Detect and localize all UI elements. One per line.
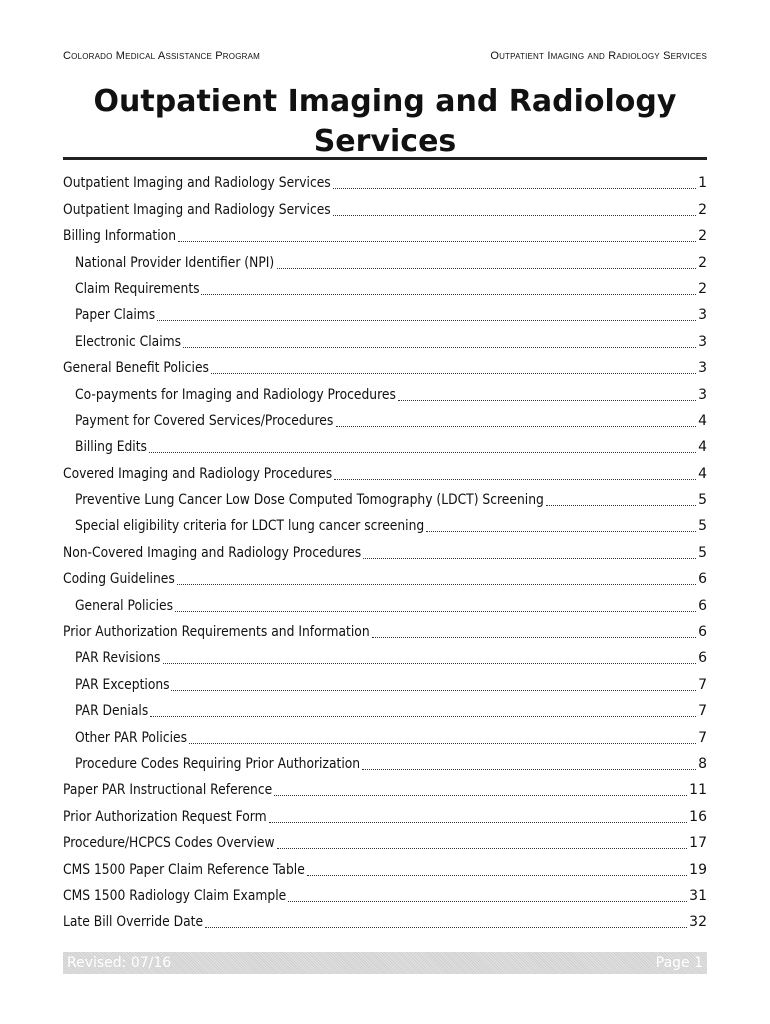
toc-entry[interactable] [63, 722, 707, 748]
toc-entry[interactable] [63, 300, 707, 326]
toc-entry-title: CMS 1500 Paper Claim Reference Table [63, 861, 305, 878]
toc-entry[interactable] [63, 168, 707, 194]
toc-dot-leader [183, 347, 696, 348]
toc-entry-title: PAR Exceptions [75, 676, 170, 693]
toc-entry-title: Billing Information [63, 228, 177, 245]
toc-entry-title: Co-payments for Imaging and Radiology Procedures [75, 386, 396, 403]
toc-dot-leader [333, 215, 696, 216]
toc-entry-page: 4 [698, 465, 707, 482]
toc-entry-page: 3 [698, 360, 707, 377]
page-title [63, 82, 707, 162]
toc-entry[interactable] [63, 643, 707, 669]
toc-entry-title: PAR Denials [75, 703, 149, 720]
footer-page-number: Page 1 [655, 955, 703, 971]
toc-entry-title: Claim Requirements [75, 280, 200, 297]
toc-dot-leader [178, 241, 696, 242]
toc-entry-page: 5 [698, 492, 707, 509]
toc-entry[interactable] [63, 274, 707, 300]
toc-entry-page: 2 [698, 254, 707, 271]
header-section-name: Outpatient Imaging and Radiology Services [490, 50, 707, 62]
toc-entry-page: 2 [698, 228, 707, 245]
toc-entry-page: 11 [689, 782, 707, 799]
toc-entry[interactable] [63, 881, 707, 907]
toc-entry-page: 8 [698, 755, 707, 772]
toc-entry[interactable] [63, 775, 707, 801]
toc-dot-leader [336, 426, 696, 427]
toc-entry[interactable] [63, 854, 707, 880]
toc-dot-leader [333, 188, 696, 189]
footer-bar [63, 952, 707, 974]
toc-entry-title: Paper PAR Instructional Reference [63, 782, 273, 799]
toc-entry[interactable] [63, 221, 707, 247]
toc-entry[interactable] [63, 353, 707, 379]
toc-entry[interactable] [63, 564, 707, 590]
toc-dot-leader [171, 690, 696, 691]
toc-entry[interactable] [63, 458, 707, 484]
table-of-contents [63, 168, 707, 933]
toc-dot-leader [274, 795, 687, 796]
toc-entry-title: CMS 1500 Radiology Claim Example [63, 887, 287, 904]
toc-entry-title: Billing Edits [75, 439, 147, 456]
toc-entry[interactable] [63, 511, 707, 537]
toc-entry-page: 4 [698, 412, 707, 429]
toc-entry[interactable] [63, 907, 707, 933]
toc-entry-page: 7 [698, 703, 707, 720]
toc-dot-leader [277, 848, 687, 849]
toc-dot-leader [288, 901, 687, 902]
toc-entry-title: General Policies [75, 597, 174, 614]
toc-dot-leader [398, 400, 697, 401]
toc-entry-page: 6 [698, 650, 707, 667]
toc-entry-title: Paper Claims [75, 307, 156, 324]
toc-dot-leader [546, 505, 696, 506]
toc-dot-leader [205, 927, 687, 928]
toc-entry-page: 19 [689, 861, 707, 878]
toc-entry-title: Procedure Codes Requiring Prior Authorization [75, 755, 361, 772]
toc-entry-title: Payment for Covered Services/Procedures [75, 412, 334, 429]
toc-entry-page: 5 [698, 544, 707, 561]
toc-entry[interactable] [63, 432, 707, 458]
toc-entry-page: 3 [698, 307, 707, 324]
toc-dot-leader [307, 875, 688, 876]
toc-entry-title: General Benefit Policies [63, 360, 209, 377]
toc-entry-page: 7 [698, 676, 707, 693]
toc-entry[interactable] [63, 485, 707, 511]
toc-dot-leader [426, 531, 696, 532]
toc-entry-title: Other PAR Policies [75, 729, 188, 746]
toc-dot-leader [363, 558, 696, 559]
toc-entry-title: Late Bill Override Date [63, 914, 204, 931]
toc-entry[interactable] [63, 406, 707, 432]
toc-entry-page: 2 [698, 201, 707, 218]
toc-dot-leader [201, 294, 696, 295]
toc-dot-leader [334, 479, 696, 480]
toc-entry-title: PAR Revisions [75, 650, 161, 667]
toc-entry-page: 31 [689, 887, 707, 904]
toc-entry[interactable] [63, 696, 707, 722]
toc-entry-title: Procedure/HCPCS Codes Overview [63, 835, 275, 852]
toc-entry-title: Electronic Claims [75, 333, 182, 350]
toc-dot-leader [211, 373, 696, 374]
toc-entry[interactable] [63, 828, 707, 854]
toc-dot-leader [177, 584, 696, 585]
toc-entry-title: National Provider Identifier (NPI) [75, 254, 275, 271]
toc-entry-title: Coding Guidelines [63, 571, 175, 588]
toc-entry[interactable] [63, 617, 707, 643]
toc-dot-leader [163, 663, 697, 664]
toc-entry-page: 7 [698, 729, 707, 746]
toc-entry-title: Special eligibility criteria for LDCT lung cancer screening [75, 518, 425, 535]
toc-entry-title: Covered Imaging and Radiology Procedures [63, 465, 333, 482]
toc-entry-title: Non-Covered Imaging and Radiology Procedures [63, 544, 362, 561]
toc-entry-page: 6 [698, 597, 707, 614]
toc-dot-leader [372, 637, 696, 638]
toc-entry-title: Prior Authorization Requirements and Information [63, 624, 370, 641]
toc-entry[interactable] [63, 669, 707, 695]
footer-revised-date: Revised: 07/16 [67, 955, 172, 971]
header-program-name: Colorado Medical Assistance Program [63, 50, 260, 62]
toc-entry-page: 17 [689, 835, 707, 852]
toc-dot-leader [175, 611, 696, 612]
toc-dot-leader [277, 268, 696, 269]
toc-dot-leader [362, 769, 696, 770]
toc-dot-leader [157, 320, 696, 321]
toc-entry-page: 6 [698, 571, 707, 588]
toc-entry-page: 6 [698, 624, 707, 641]
toc-entry-page: 16 [689, 808, 707, 825]
toc-entry-title: Prior Authorization Request Form [63, 808, 267, 825]
toc-dot-leader [269, 822, 687, 823]
toc-dot-leader [150, 716, 696, 717]
toc-entry[interactable] [63, 379, 707, 405]
toc-entry-title: Preventive Lung Cancer Low Dose Computed Tomography (LDCT) Screening [75, 492, 544, 509]
toc-entry-page: 1 [698, 175, 707, 192]
toc-entry-title: Outpatient Imaging and Radiology Services [63, 201, 331, 218]
toc-entry[interactable] [63, 326, 707, 352]
toc-entry[interactable] [63, 247, 707, 273]
toc-entry-page: 5 [698, 518, 707, 535]
toc-dot-leader [149, 452, 696, 453]
title-divider [63, 157, 707, 160]
page-title-line-1: Outpatient Imaging and Radiology [93, 84, 677, 119]
toc-entry[interactable] [63, 537, 707, 563]
toc-entry-page: 2 [698, 280, 707, 297]
toc-entry[interactable] [63, 801, 707, 827]
toc-entry-title: Outpatient Imaging and Radiology Services [63, 175, 331, 192]
toc-entry-page: 4 [698, 439, 707, 456]
toc-entry-page: 32 [689, 914, 707, 931]
page-title-line-2: Services [313, 124, 457, 159]
running-header [63, 50, 707, 62]
toc-entry[interactable] [63, 590, 707, 616]
toc-entry[interactable] [63, 749, 707, 775]
toc-entry[interactable] [63, 194, 707, 220]
toc-entry-page: 3 [698, 333, 707, 350]
toc-dot-leader [189, 743, 696, 744]
toc-entry-page: 3 [698, 386, 707, 403]
